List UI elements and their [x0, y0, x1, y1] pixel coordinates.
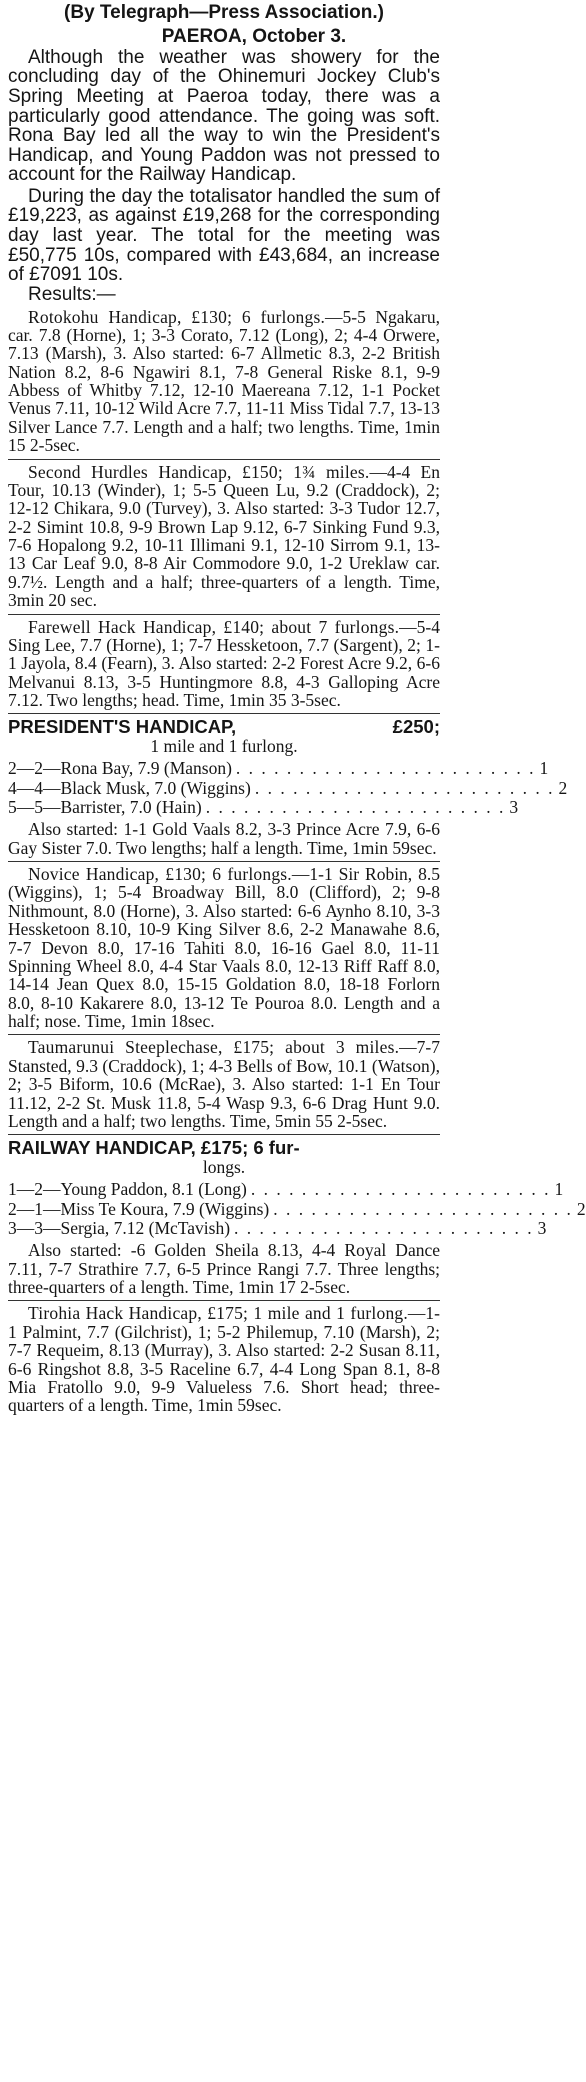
- race-title: Second Hurdles Handicap, £150; 1¾ miles.: [28, 461, 370, 482]
- divider: [8, 1300, 440, 1301]
- divider: [8, 861, 440, 862]
- race-result: —5-5 Ngakaru, car. 7.8 (Horne), 1; 3-3 Corato, 7.12 (Long), 2; 4-4 Orwere, 7.13 (Marsh), 3. Also started: 6-7 Allmetic 8.3, 2-2 British Nation 8.2, 8-6 Ngawiri 8.1, 7-8 General Riske 8.1, 9-9 Abbess of Whitby 7.12, 12-10 Maereana 7.12, 1-1 Pocket Venus 7.11, 10-12 Wild Acre 7.7, 11-11 Miss Tidal 7.7, 13-13 Silver Lance 7.7. Length and a half; two lengths. Time, 1min 15 2-5sec.: [8, 306, 440, 456]
- placing-horse: 2—2—Rona Bay, 7.9 (Manson): [8, 758, 232, 779]
- presidents-handicap-distance: 1 mile and 1 furlong.: [150, 735, 298, 756]
- divider: [8, 614, 440, 615]
- race-result: —1-1 Sir Robin, 8.5 (Wiggins), 1; 5-4 Broadway Bill, 8.0 (Clifford), 2; 9-8 Nithmount, 8.0 (Horne), 3. Also started: 6-6 Aynho 8.10, 3-3 Hessketoon 8.10, 10-9 King Silver 8.6, 2-2 Manawahe 8.6, 7-7 Devon 8.0, 17-16 Tahiti 8.0, 16-16 Gael 8.0, 11-11 Spinning Wheel 8.0, 4-4 Star Vaals 8.0, 12-13 Riff Raff 8.0, 14-14 Jean Quex 8.0, 15-15 Goldation 8.0, 18-18 Forlorn 8.0, 8-10 Kakarere 8.0, 13-12 Te Pouroa 8.0. Length and a half; nose. Time, 1min 18sec.: [8, 864, 440, 1032]
- placing-horse: 4—4—Black Musk, 7.0 (Wiggins): [8, 777, 251, 798]
- results-label: Results:—: [28, 283, 116, 305]
- placing-horse: 2—1—Miss Te Koura, 7.9 (Wiggins): [8, 1198, 270, 1219]
- placing-row: [8, 758, 549, 779]
- heading-stake: £250;: [392, 716, 440, 738]
- placing-row: [8, 1217, 547, 1238]
- dateline: PAEROA, October 3.: [161, 25, 347, 47]
- divider: [8, 459, 440, 460]
- dot-leader: . . . . . . . . . . . . . . . . . . . . . . . .: [250, 1179, 551, 1200]
- divider: [8, 1134, 440, 1135]
- dot-leader: . . . . . . . . . . . . . . . . . . . . . . . .: [205, 796, 506, 817]
- dot-leader: . . . . . . . . . . . . . . . . . . . . . . . .: [254, 777, 555, 798]
- dot-leader: . . . . . . . . . . . . . . . . . . . . . . . .: [235, 758, 536, 779]
- railway-also-started: Also started: -6 Golden Sheila 8.13, 4-4 Royal Dance 7.11, 7-7 Strathire 7.7, 6-5 Prince Rangi 7.7. Three lengths; three-quarters of a length. Time, 1min 17 2-5sec.: [8, 1240, 440, 1298]
- race-rotokohu-handicap: [8, 308, 440, 455]
- race-result: —1-1 Palmint, 7.7 (Gilchrist), 1; 5-2 Philemup, 7.10 (Marsh), 2; 7-7 Requeim, 8.13 (Murray), 3. Also started: 2-2 Susan 8.11, 6-6 Ringshot 8.8, 3-5 Raceline 6.7, 4-4 Long Span 8.1, 8-8 Mia Fratollo 9.0, 9-9 Valueless 7.6. Short head; three-quarters of a length. Time, 1min 59sec.: [8, 1303, 440, 1416]
- race-title: Rotokohu Handicap, £130; 6 furlongs.: [28, 306, 326, 327]
- placing-row: [8, 796, 519, 817]
- divider: [8, 713, 440, 714]
- placing-position: 2: [558, 777, 568, 798]
- race-result: —4-4 En Tour, 10.13 (Winder), 1; 5-5 Queen Lu, 9.2 (Craddock), 2; 12-12 Chikara, 9.0 (Turvey), 3. Also started: 3-3 Tudor 12.7, 2-2 Simint 10.8, 9-9 Brown Lap 9.12, 6-7 Sinking Fund 9.3, 7-6 Hopalong 9.2, 10-11 Illimani 9.1, 12-10 Sirrom 9.1, 13-13 Car Leaf 9.0, 8-8 Air Commodore 9.0, 1-2 Ureklaw car. 9.7½. Length and a half; three-quarters of a length. Time, 3min 20 sec.: [8, 461, 440, 611]
- placing-position: 2: [576, 1198, 586, 1219]
- race-result: —5-4 Sing Lee, 7.7 (Horne), 1; 7-7 Hessketoon, 7.7 (Sargent), 2; 1-1 Jayola, 8.4 (Fearn), 3. Also started: 2-2 Forest Acre 9.2, 6-6 Melvanui 8.13, 3-5 Huntingmore 8.8, 4-3 Galloping Acre 7.12. Two lengths; head. Time, 1min 35 3-5sec.: [8, 616, 440, 711]
- railway-handicap-distance: longs.: [202, 1156, 246, 1177]
- race-title: Tirohia Hack Handicap, £175; 1 mile and 1 furlong.: [28, 1303, 408, 1324]
- race-title: Farewell Hack Handicap, £140; about 7 furlongs.: [28, 616, 400, 637]
- placing-position: 3: [537, 1217, 547, 1238]
- byline: (By Telegraph—Press Association.): [64, 2, 384, 23]
- lead-paragraph-1: Although the weather was showery for the concluding day of the Ohinemuri Jockey Club's Spring Meeting at Paeroa today, there was a particularly good attendance. The going was soft. Rona Bay led all the way to win the President's Handicap, and Young Paddon was not pressed to account for the Railway Handicap.: [8, 46, 440, 186]
- placing-row: [8, 777, 568, 798]
- presidents-also-started: Also started: 1-1 Gold Vaals 8.2, 3-3 Prince Acre 7.9, 6-6 Gay Sister 7.0. Two lengths; half a length. Time, 1min 59sec.: [8, 819, 440, 858]
- race-title: Taumarunui Steeplechase, £175; about 3 miles.: [28, 1037, 400, 1058]
- railway-handicap-heading: [8, 1138, 440, 1157]
- race-novice-handicap: [8, 865, 440, 1030]
- placing-position: 3: [509, 796, 519, 817]
- race-farewell-hack-handicap: [8, 618, 440, 710]
- race-tirohia-hack-handicap: [8, 1304, 440, 1414]
- race-title: Novice Handicap, £130; 6 furlongs.: [28, 864, 292, 885]
- race-result: —7-7 Stansted, 9.3 (Craddock), 1; 4-3 Bells of Bow, 10.1 (Watson), 2; 3-5 Biform, 10.6 (McRae), 3. Also started: 1-1 En Tour 11.12, 2-2 St. Musk 11.8, 5-4 Wasp 9.3, 6-6 Drag Hunt 9.0. Length and a half; two lengths. Time, 5min 55 2-5sec.: [8, 1037, 440, 1131]
- dot-leader: . . . . . . . . . . . . . . . . . . . . . . . .: [273, 1198, 573, 1219]
- placing-row: [8, 1179, 564, 1200]
- placing-row: [8, 1198, 586, 1219]
- lead-paragraph-2: During the day the totalisator handled the sum of £19,223, as against £19,268 for the corresponding day last year. The total for the meeting was £50,775 10s, compared with £43,684, an increase of £7091 10s.: [8, 185, 440, 286]
- placing-horse: 1—2—Young Paddon, 8.1 (Long): [8, 1179, 247, 1200]
- presidents-handicap-heading: [8, 717, 440, 736]
- placing-position: 1: [554, 1179, 564, 1200]
- placing-position: 1: [539, 758, 549, 779]
- race-second-hurdles-handicap: [8, 463, 440, 610]
- heading-title: PRESIDENT'S HANDICAP,: [8, 716, 237, 738]
- race-taumarunui-steeplechase: [8, 1038, 440, 1130]
- divider: [8, 1034, 440, 1035]
- dot-leader: . . . . . . . . . . . . . . . . . . . . . . . .: [234, 1217, 534, 1238]
- placing-horse: 5—5—Barrister, 7.0 (Hain): [8, 796, 202, 817]
- heading-title: RAILWAY HANDICAP, £175; 6 fur-: [8, 1137, 300, 1159]
- placing-horse: 3—3—Sergia, 7.12 (McTavish): [8, 1217, 231, 1238]
